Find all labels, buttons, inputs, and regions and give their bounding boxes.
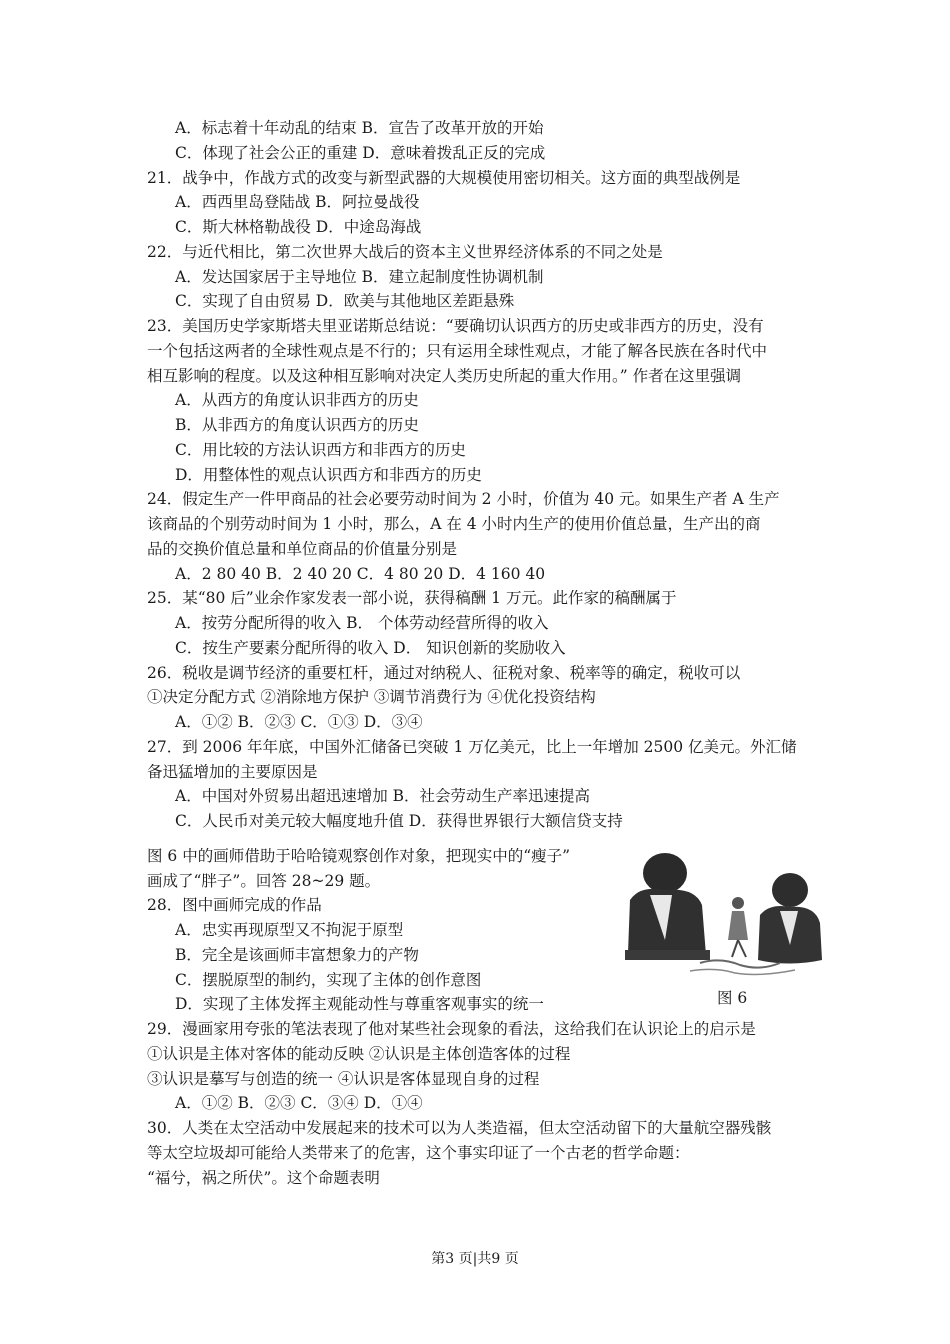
option-line: C．按生产要素分配所得的收入 D． 知识创新的奖励收入	[175, 638, 566, 657]
option-line: B．从非西方的角度认识西方的历史	[175, 416, 419, 434]
option-line: A．①② B．②③ C．①③ D．③④	[175, 713, 423, 731]
question-line: 等太空垃圾却可能给人类带来了的危害，这个事实印证了一个古老的哲学命题：	[147, 1143, 690, 1162]
option-line: A．发达国家居于主导地位 B．建立起制度性协调机制	[175, 267, 544, 286]
question-line: 画成了“胖子”。回答 28~29 题。	[147, 871, 381, 890]
question-line: 25．某“80 后”业余作家发表一部小说，获得稿酬 1 万元。此作家的稿酬属于	[147, 589, 677, 608]
question-line: 一个包括这两者的全球性观点是不行的；只有运用全球性观点，才能了解各民族在各时代中	[147, 341, 768, 360]
question-line: 30．人类在太空活动中发展起来的技术可以为人类造福，但太空活动留下的大量航空器残骸	[147, 1119, 772, 1137]
question-line: 品的交换价值总量和单位商品的价值量分别是	[147, 539, 458, 558]
option-line: C．用比较的方法认识西方和非西方的历史	[175, 440, 466, 459]
page-footer: 第3 页|共9 页	[431, 1251, 519, 1267]
option-line: C．人民币对美元较大幅度地升值 D．获得世界银行大额信贷支持	[175, 812, 623, 830]
option-line: B．完全是该画师丰富想象力的产物	[175, 945, 419, 964]
figure-caption: 图 6	[717, 989, 748, 1007]
question-line: 24．假定生产一件甲商品的社会必要劳动时间为 2 小时，价值为 40 元。如果生产者 A 生产	[147, 490, 780, 509]
option-line: C．实现了自由贸易 D．欧美与其他地区差距悬殊	[175, 292, 515, 311]
question-line: ①决定分配方式 ②消除地方保护 ③调节消费行为 ④优化投资结构	[147, 688, 596, 707]
option-line: A．中国对外贸易出超迅速增加 B．社会劳动生产率迅速提高	[175, 787, 591, 806]
option-line: D．用整体性的观点认识西方和非西方的历史	[175, 465, 482, 484]
question-line: 28．图中画师完成的作品	[147, 896, 322, 915]
option-line: C．体现了社会公正的重建 D．意味着拨乱正反的完成	[175, 143, 546, 162]
option-line: C．斯大林格勒战役 D．中途岛海战	[175, 218, 422, 236]
question-line: “福兮，祸之所伏”。这个命题表明	[147, 1168, 380, 1187]
question-line: 26．税收是调节经济的重要杠杆，通过对纳税人、征税对象、税率等的确定，税收可以	[147, 663, 741, 682]
question-line: 图 6 中的画师借助于哈哈镜观察创作对象，把现实中的“瘦子”	[147, 846, 571, 865]
option-line: A．2 80 40 B．2 40 20 C．4 80 20 D．4 160 40	[175, 564, 546, 583]
question-line: 23．美国历史学家斯塔夫里亚诺斯总结说：“要确切认识西方的历史或非西方的历史，没有	[147, 317, 764, 335]
cartoon-figure	[620, 845, 825, 980]
option-line: A．从西方的角度认识非西方的历史	[175, 391, 419, 410]
question-line: ③认识是摹写与创造的统一 ④认识是客体显现自身的过程	[147, 1069, 540, 1088]
question-line: ①认识是主体对客体的能动反映 ②认识是主体创造客体的过程	[147, 1044, 571, 1063]
option-line: A．西西里岛登陆战 B．阿拉曼战役	[175, 193, 420, 212]
option-line: D．实现了主体发挥主观能动性与尊重客观事实的统一	[175, 995, 544, 1014]
cartoon-image	[620, 845, 825, 980]
option-line: A．忠实再现原型又不拘泥于原型	[175, 921, 404, 939]
question-line: 22．与近代相比，第二次世界大战后的资本主义世界经济体系的不同之处是	[147, 242, 663, 261]
question-line: 相互影响的程度。以及这种相互影响对决定人类历史所起的重大作用。” 作者在这里强调	[147, 366, 742, 385]
option-line: C．摆脱原型的制约，实现了主体的创作意图	[175, 970, 482, 989]
option-line: A．①② B．②③ C．③④ D．①④	[175, 1094, 423, 1113]
question-line: 21．战争中，作战方式的改变与新型武器的大规模使用密切相关。这方面的典型战例是	[147, 168, 741, 187]
question-line: 该商品的个别劳动时间为 1 小时，那么，A 在 4 小时内生产的使用价值总量，生产出的商	[147, 515, 761, 533]
question-line: 27．到 2006 年年底，中国外汇储备已突破 1 万亿美元，比上一年增加 2500 亿美元。外汇储	[147, 737, 797, 756]
option-line: A．标志着十年动乱的结束 B．宣告了改革开放的开始	[175, 119, 544, 137]
question-line: 29．漫画家用夸张的笔法表现了他对某些社会现象的看法，这给我们在认识论上的启示是	[147, 1020, 756, 1038]
question-line: 备迅猛增加的主要原因是	[147, 762, 318, 781]
option-line: A．按劳分配所得的收入 B． 个体劳动经营所得的收入	[175, 614, 549, 632]
